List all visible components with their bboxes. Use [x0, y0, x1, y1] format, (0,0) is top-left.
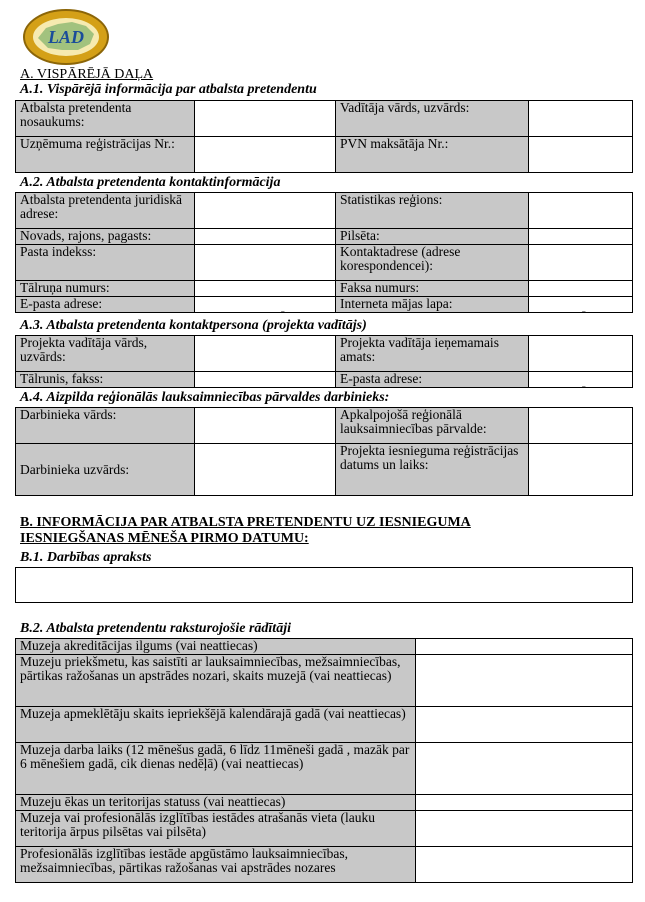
a3-title: A.3. Atbalsta pretendenta kontaktpersona (projekta vadītājs) [20, 318, 367, 333]
a2-label: Tālruņa numurs: [16, 281, 195, 297]
b2-input[interactable] [416, 655, 633, 707]
b2-input[interactable] [416, 707, 633, 743]
b2-input[interactable] [416, 639, 633, 655]
b2-label: Profesionālās izglītības iestāde apgūstāmo lauksaimniecības, mežsaimniecības, pārtikas ražošanas vai apstrādes nozares [16, 847, 416, 883]
b2-input[interactable] [416, 847, 633, 883]
a2-mark: - [280, 303, 285, 313]
a2-label: Statistikas reģions: [336, 193, 529, 229]
a2-label: Faksa numurs: [336, 281, 529, 297]
b2-label: Muzeja darba laiks (12 mēnešus gadā, 6 līdz 11mēneši gadā , mazāk par 6 mēnešiem gadā, cik dienas nedēļā) (vai neattiecas) [16, 743, 416, 795]
a3-label: Tālrunis, fakss: [16, 372, 195, 388]
a1-label: Uzņēmuma reģistrācijas Nr.: [16, 137, 195, 173]
a2-input[interactable] [529, 229, 633, 245]
a2-table [15, 192, 633, 313]
a2-label: E-pasta adrese: [16, 297, 195, 313]
a1-input-manager[interactable] [529, 101, 633, 137]
a1-label: Vadītāja vārds, uzvārds: [336, 101, 529, 137]
section-b-title-line2: IESNIEGŠANAS MĒNEŠA PIRMO DATUMU: [20, 531, 309, 546]
a4-input[interactable] [529, 408, 633, 444]
b2-label: Muzeju ēkas un teritorijas statuss (vai neattiecas) [16, 795, 416, 811]
a2-label: Pilsēta: [336, 229, 529, 245]
a4-label: Projekta iesnieguma reģistrācijas datums un laiks: [336, 444, 529, 496]
section-b-title-line1: B. INFORMĀCIJA PAR ATBALSTA PRETENDENTU UZ IESNIEGUMA [20, 515, 471, 530]
a2-input[interactable] [529, 245, 633, 281]
a3-label: Projekta vadītāja ieņemamais amats: [336, 336, 529, 372]
a3-input[interactable] [529, 372, 633, 388]
logo-text: LAD [48, 27, 84, 47]
a2-input[interactable] [195, 229, 336, 245]
a3-table [15, 335, 633, 388]
b2-input[interactable] [416, 811, 633, 847]
b2-label: Muzeja vai profesionālās izglītības iestādes atrašanās vieta (lauku teritorija ārpus pilsētas vai pilsēta) [16, 811, 416, 847]
a4-label: Apkalpojošā reģionālā lauksaimniecības pārvalde: [336, 408, 529, 444]
a2-label: Kontaktadrese (adrese korespondencei): [336, 245, 529, 281]
a2-input[interactable] [529, 297, 633, 313]
b2-input[interactable] [416, 743, 633, 795]
b2-input[interactable] [416, 795, 633, 811]
a2-label: Interneta mājas lapa: [336, 297, 529, 313]
a2-label: Atbalsta pretendenta juridiskā adrese: [16, 193, 195, 229]
a1-label: PVN maksātāja Nr.: [336, 137, 529, 173]
a3-label: E-pasta adrese: [336, 372, 529, 388]
section-a-title: A. VISPĀRĒJĀ DAĻA [20, 67, 154, 82]
a1-table [15, 100, 633, 173]
a2-input[interactable] [529, 281, 633, 297]
b1-title: B.1. Darbības apraksts [20, 550, 152, 565]
a1-label: Atbalsta pretendenta nosaukums: [16, 101, 195, 137]
a3-input[interactable] [195, 372, 336, 388]
a4-input[interactable] [195, 408, 336, 444]
a2-input[interactable] [195, 281, 336, 297]
a4-input[interactable] [529, 444, 633, 496]
a2-input[interactable] [195, 245, 336, 281]
b2-label: Muzeju priekšmetu, kas saistīti ar lauksaimniecības, mežsaimniecības, pārtikas ražošanas un apstrādes nozari, skaits muzejā (vai neattiecas) [16, 655, 416, 707]
a4-title: A.4. Aizpilda reģionālās lauksaimniecības pārvaldes darbinieks: [20, 390, 390, 405]
a2-input[interactable] [529, 193, 633, 229]
a1-input-name[interactable] [195, 101, 336, 137]
a4-input[interactable] [195, 444, 336, 496]
a3-input[interactable] [529, 336, 633, 372]
a1-input-vat[interactable] [529, 137, 633, 173]
a1-title: A.1. Vispārējā informācija par atbalsta pretendentu [20, 82, 317, 97]
a3-mark: - [581, 378, 586, 388]
a4-label: Darbinieka uzvārds: [16, 444, 195, 496]
b2-label: Muzeja apmeklētāju skaits iepriekšējā kalendārajā gadā (vai neattiecas) [16, 707, 416, 743]
a2-title: A.2. Atbalsta pretendenta kontaktinformācija [20, 175, 281, 190]
a2-input[interactable] [195, 193, 336, 229]
a2-label: Novads, rajons, pagasts: [16, 229, 195, 245]
a3-label: Projekta vadītāja vārds, uzvārds: [16, 336, 195, 372]
b1-description-field[interactable] [15, 567, 633, 603]
a2-label: Pasta indekss: [16, 245, 195, 281]
a2-input[interactable] [195, 297, 336, 313]
a4-label: Darbinieka vārds: [16, 408, 195, 444]
a1-input-regnr[interactable] [195, 137, 336, 173]
lad-logo [22, 8, 110, 66]
b2-title: B.2. Atbalsta pretendentu raksturojošie rādītāji [20, 621, 291, 636]
a3-input[interactable] [195, 336, 336, 372]
b2-label: Muzeja akreditācijas ilgums (vai neattiecas) [16, 639, 416, 655]
a4-table [15, 407, 633, 496]
b2-table [15, 638, 633, 883]
a2-mark: - [581, 303, 586, 313]
